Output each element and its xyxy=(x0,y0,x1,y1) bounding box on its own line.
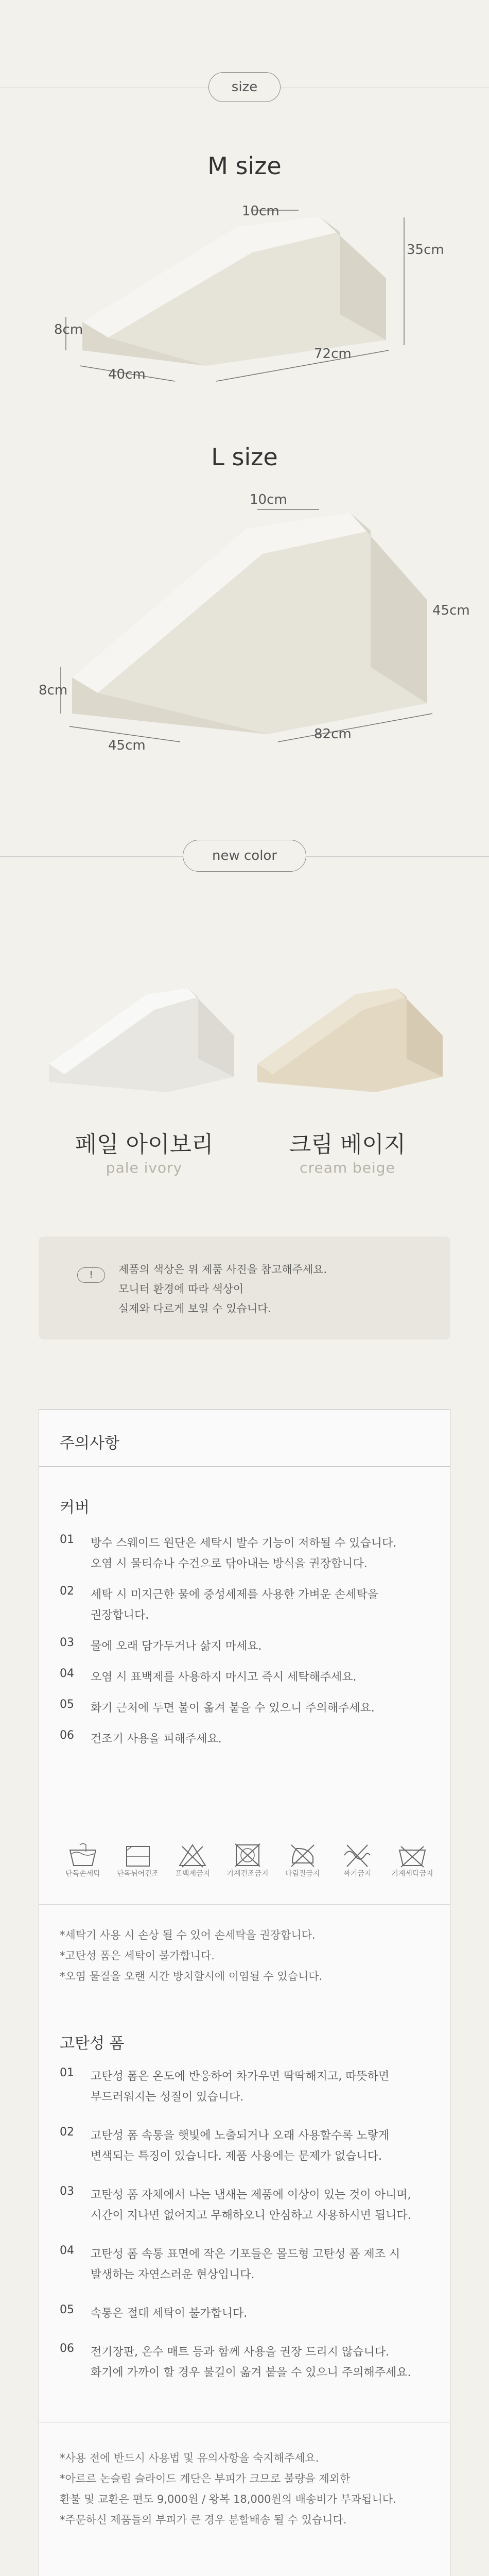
care-item xyxy=(169,1842,216,1878)
item-number: 01 xyxy=(60,1533,74,1546)
item-line: 세탁 시 미지근한 물에 중성세제를 사용한 가벼운 손세탁을 xyxy=(91,1588,379,1601)
list-item xyxy=(60,2244,441,2303)
item-line: 속통은 절대 세탁이 불가합니다. xyxy=(91,2307,248,2320)
list-item xyxy=(60,1698,441,1729)
m-low-dim: 8cm xyxy=(54,322,83,337)
cover-notes xyxy=(60,1925,322,1987)
no-iron-icon xyxy=(287,1842,318,1868)
care-item xyxy=(334,1842,380,1878)
m-depth-dim: 40cm xyxy=(108,367,146,382)
item-line: 발생하는 자연스러운 현상입니다. xyxy=(91,2268,255,2281)
shade-dry-icon xyxy=(123,1842,153,1868)
m-top-dim: 10cm xyxy=(242,204,280,219)
list-item xyxy=(60,1636,441,1667)
item-number: 05 xyxy=(60,1698,74,1711)
l-low-dim: 8cm xyxy=(39,683,68,698)
caution-title: 주의사항 xyxy=(60,1434,119,1452)
list-item xyxy=(60,1729,441,1760)
item-line: 화기에 가까이 할 경우 불길이 옮겨 붙을 수 있으니 주의해주세요. xyxy=(91,2366,411,2379)
notice-text xyxy=(118,1260,327,1318)
item-line: 고탄성 폼 속통을 햇빛에 노출되거나 오래 사용할수록 노랗게 xyxy=(91,2129,390,2142)
foam-notes xyxy=(60,2448,396,2530)
item-line: 화기 근처에 두면 불이 옮겨 붙을 수 있으니 주의해주세요. xyxy=(91,1702,375,1715)
item-line: 오염 시 물티슈나 수건으로 닦아내는 방식을 권장합니다. xyxy=(91,1557,368,1570)
notice-line: 실제와 다르게 보일 수 있습니다. xyxy=(118,1302,272,1315)
item-line: 건조기 사용을 피해주세요. xyxy=(91,1733,222,1745)
m-size-title: M size xyxy=(207,152,282,180)
no-machine-wash-icon xyxy=(397,1842,428,1868)
item-number: 02 xyxy=(60,1585,74,1598)
note-line: *오염 물질을 오랜 시간 방치할시에 이염될 수 있습니다. xyxy=(60,1970,323,1982)
item-number: 03 xyxy=(60,2185,74,2198)
item-line: 방수 스웨이드 원단은 세탁시 발수 기능이 저하될 수 있습니다. xyxy=(91,1537,397,1550)
list-item xyxy=(60,1533,441,1585)
item-line: 고탄성 폼 자체에서 나는 냄새는 제품에 이상이 있는 것이 아니며, xyxy=(91,2189,411,2201)
item-line: 시간이 지나면 없어지고 무해하오니 안심하고 사용하시면 됩니다. xyxy=(91,2209,411,2222)
care-label: 짜기금지 xyxy=(343,1870,372,1878)
item-line: 고탄성 폼은 온도에 반응하여 차가우면 딱딱해지고, 따뜻하면 xyxy=(91,2070,390,2083)
list-item xyxy=(60,2303,441,2342)
item-number: 04 xyxy=(60,2244,74,2257)
info-icon: ! xyxy=(77,1267,105,1283)
cover-title: 커버 xyxy=(60,1499,90,1517)
care-item xyxy=(115,1842,161,1878)
item-line: 부드러워지는 성질이 있습니다. xyxy=(91,2091,244,2104)
notice-line: 제품의 색상은 위 제품 사진을 참고해주세요. xyxy=(118,1263,327,1276)
care-item xyxy=(280,1842,326,1878)
no-bleach-icon xyxy=(177,1842,208,1868)
size-badge: size xyxy=(208,72,281,102)
l-top-dim: 10cm xyxy=(250,492,287,507)
item-line: 전기장판, 온수 매트 등과 함께 사용을 권장 드리지 않습니다. xyxy=(91,2346,389,2359)
item-line: 오염 시 표백제를 사용하지 마시고 즉시 세탁해주세요. xyxy=(91,1671,357,1684)
m-width-dim: 72cm xyxy=(314,346,352,362)
care-item xyxy=(60,1842,106,1878)
cover-list xyxy=(60,1533,441,1760)
hand-wash-icon xyxy=(67,1842,98,1868)
item-number: 06 xyxy=(60,2342,74,2355)
color-sub-beige: cream beige xyxy=(300,1159,395,1176)
item-number: 06 xyxy=(60,1729,74,1742)
item-line: 변색되는 특징이 있습니다. 제품 사용에는 문제가 없습니다. xyxy=(91,2150,382,2163)
color-name-ivory: 페일 아이보리 xyxy=(75,1131,214,1158)
note-line: *세탁기 사용 시 손상 될 수 있어 손세탁을 권장합니다. xyxy=(60,1929,316,1941)
list-item xyxy=(60,1585,441,1636)
l-depth-dim: 45cm xyxy=(108,738,146,753)
care-label: 기계건조금지 xyxy=(226,1870,269,1878)
care-label: 단독손세탁 xyxy=(65,1870,100,1878)
care-item xyxy=(389,1842,435,1878)
care-icons-row xyxy=(60,1842,435,1878)
l-width-dim: 82cm xyxy=(314,726,352,742)
item-number: 03 xyxy=(60,1636,74,1649)
m-size-step-image xyxy=(31,196,432,392)
list-item xyxy=(60,2185,441,2244)
cream-beige-step-image xyxy=(252,974,450,1097)
pale-ivory-step-image xyxy=(44,974,242,1097)
list-item xyxy=(60,2126,441,2185)
no-dryclean-icon xyxy=(342,1842,373,1868)
m-height-dim: 35cm xyxy=(407,242,444,258)
care-label: 단독뉘어건조 xyxy=(117,1870,159,1878)
color-notice-box xyxy=(39,1236,450,1340)
list-item xyxy=(60,2066,441,2126)
caution-box xyxy=(39,1409,450,2576)
new-color-badge: new color xyxy=(183,840,306,872)
color-sub-ivory: pale ivory xyxy=(106,1159,183,1176)
care-label: 표백제금지 xyxy=(175,1870,211,1878)
note-line: 환불 및 교환은 편도 9,000원 / 왕복 18,000원의 배송비가 부과됩니다. xyxy=(60,2493,396,2505)
color-name-beige: 크림 베이지 xyxy=(289,1131,406,1158)
item-number: 05 xyxy=(60,2303,74,2316)
note-line: *사용 전에 반드시 사용법 및 유의사항을 숙지해주세요. xyxy=(60,2452,319,2464)
divider xyxy=(39,1466,450,1467)
l-size-title: L size xyxy=(211,443,278,471)
foam-title: 고탄성 폼 xyxy=(60,2035,125,2053)
item-line: 고탄성 폼 속통 표면에 작은 기포들은 몰드형 고탄성 폼 제조 시 xyxy=(91,2248,400,2261)
foam-list xyxy=(60,2066,441,2401)
care-label: 다림질금지 xyxy=(285,1870,320,1878)
care-item xyxy=(224,1842,271,1878)
list-item xyxy=(60,1667,441,1698)
item-number: 02 xyxy=(60,2126,74,2139)
divider xyxy=(39,1904,450,1905)
note-line: *고탄성 폼은 세탁이 불가합니다. xyxy=(60,1950,215,1962)
l-height-dim: 45cm xyxy=(432,603,470,618)
care-label: 기계세탁금지 xyxy=(391,1870,433,1878)
no-tumble-dry-icon xyxy=(232,1842,263,1868)
item-number: 04 xyxy=(60,1667,74,1680)
note-line: *아르르 논슬립 슬라이드 계단은 부피가 크므로 불량을 제외한 xyxy=(60,2472,351,2485)
item-line: 물에 오래 담가두거나 삶지 마세요. xyxy=(91,1640,262,1653)
item-number: 01 xyxy=(60,2066,74,2079)
notice-line: 모니터 환경에 따라 색상이 xyxy=(118,1283,244,1295)
l-size-step-image xyxy=(31,487,443,744)
item-line: 권장합니다. xyxy=(91,1609,149,1622)
note-line: *주문하신 제품들의 부피가 큰 경우 분할배송 될 수 있습니다. xyxy=(60,2514,347,2526)
list-item xyxy=(60,2342,441,2401)
